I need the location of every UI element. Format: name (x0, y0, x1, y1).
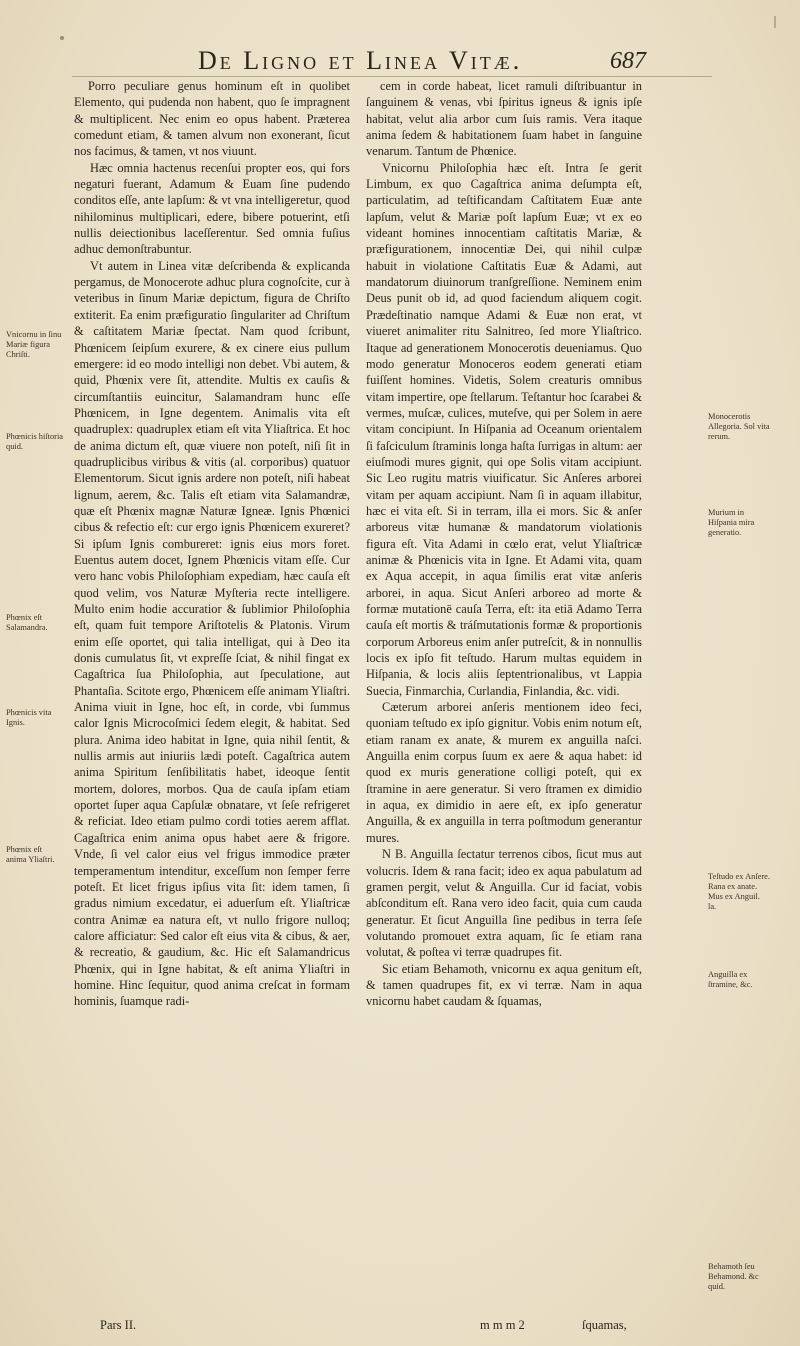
paragraph: Sic etiam Behamoth, vnicornu ex aqua genitum eſt, & tamen quadrupes fit, ex vi terræ. Nam in aqua vnicornu habet caudam & ſquamas, (366, 961, 642, 1009)
running-head: De Ligno et Linea Vitæ. (198, 46, 523, 75)
paragraph: Hæc omnia hactenus recenſui propter eos, qui fors negaturi fuerant, Adamum & Euam ſine pudendo conditos eſſe, ante lapſum: & vt vna intelligeretur, quod nihilominus multiplicari, edere, bibere potuerint, etſi nullis deiectionibus laceſſerentur. Sed omnia fuſius adhuc demonſtrabuntur. (74, 160, 350, 257)
paragraph: Vnicornu Philoſophia hæc eſt. Intra ſe gerit Limbum, ex quo Cagaſtrica anima deſumpta eſt, particulatim, ad teſtificandam Caſtitatem Euæ ante lapſum, velut & Mariæ poſt lapſum Euæ; vt ex eo videant homines innocentiam caſtitatis Mariæ, & præfigurationem, innocentiæ Dei, qui nihil culpæ habuit in violatione Caſtitatis Euæ & Adami, aut mandatorum diuinorum tranſgreſſione. Neminem enim Deus punit ob id, ad quod faciendum aliquem cogit. Prædeſtinatio namque Adami & Euæ non erat, vt viueret animaliter ritu Salnitreo, ſed more Yliaſtrico. Itaque ad generationem Monocerotis deueniamus. Quo modo generatur Monoceros eodem generati etiam fuiſſent homines. Videtis, Solem creaturis omnibus vitam impertire, ope ſtellarum. Teſtantur hoc ſcarabei & vermes, muſcæ, culices, muteſve, qui per Solem in aere vitam concipiunt. In Hiſpania ad Oceanum orientalem ſi faſciculum ſtraminis longa haſta ſurrigas in altum: aer eiuſmodi mures gignit, qui ope Solis vitam accipiunt. Sic Leo rugitu matris viuificatur. Sic Anſeres arborei vitam per aquam accipiunt. Nam ſi in aquam illabitur, hæc ei vita eſt. Si in terram, illa ei mors. Sic & anſer arboreus vitæ humanæ & mandatorum violationis figura eſt. Vita Adami in cœlo erat, velut Yliaſtricæ animæ & Phœnicis vita in Igne. Et Adami vita, quam ex Aqua accepit, in aqua ſimilis erat vitæ anſeris arborei, in aqua. Sicut Anſeri arboreo ad morte & formæ mutationē cauſa Terra, eſt: ita etiā Adamo Terra cauſa eſt mortis & tráſmutationis formæ & proportionis corporum Arboreus enim anſer putreſcit, & in nonnullis locis ex ipſo fit teſtudo. Harum multas equidem in Hiſpania, & locis aliis ſeptentrionalibus, vt Lappia Suecia, Finmarchia, Curlandia, Finlandia, &c. vidi. (366, 160, 642, 698)
page-header (0, 46, 800, 80)
header-rule (72, 76, 712, 77)
margin-note-left: Vnicornu in ſinu Mariæ figura Chriſti. (6, 330, 62, 359)
ink-speck (60, 36, 64, 40)
margin-note-right: Monocerotis Allegoria. Sol vita rerum. (708, 412, 770, 441)
margin-note-left: Phœnicis hiſtoria quid. (6, 432, 63, 451)
margin-note-right: Behamoth ſeu Behamond. &c quid. (708, 1262, 759, 1291)
page-edge-mark (774, 16, 776, 28)
margin-note-left: Phœnix eſt Salamandra. (6, 613, 48, 632)
paragraph: N B. Anguilla ſectatur terrenos cibos, ſicut mus aut volucris. Idem & rana facit; ideo ex aqua pabulatum ad gramen pergit, velut & Anguilla. Cur id faciat, vobis abſconditum eſt. Rana vero ideo facit, quia cum cauda generatur. Et ſicut Anguilla ſine pedibus in terra ſeſe volutando promouet extra aquam, ſic ſe etiam rana volutat, & poſtea vi terræ quadrupes fit. (366, 847, 642, 960)
margin-note-right: Teſtudo ex Anſere. Rana ex anate. Mus ex Anguil. la. (708, 872, 770, 911)
footer-part-label: Pars II. (100, 1318, 137, 1332)
margin-note-right: Murium in Hiſpania mira generatio. (708, 508, 755, 537)
right-column (366, 78, 642, 1010)
footer-catchword: ſquamas, (582, 1318, 627, 1332)
paragraph: Porro peculiare genus hominum eſt in quolibet Elemento, qui pudenda non habent, quo ſe impragnent & multiplicent. Nec enim eo opus habent. Præterea comedunt etiam, & tamen alvum non exonerant, ſicut nos facimus, & tamen, vt nos viuunt. (74, 79, 350, 159)
margin-note-left: Phœnix eſt anima Yliaſtri. (6, 845, 55, 864)
paragraph: Vt autem in Linea vitæ deſcribenda & explicanda pergamus, de Monocerote adhuc plura cognoſcite, cur à veteribus in ſinum Mariæ depictum, figura de Chriſto extiterit. Ea enim præfiguratio ſingulariter ad Chriſtum & caſtitatem Mariæ ſpectat. Nam quod ſcribunt, Phœnicem ſeipſum exurere, & ex cinere eius pullum emergere: id eo modo intelligi non debet. Vbi autem, & quid, Phœnix vere ſit, attendite. Multis ex cauſis & circumſtantiis euincitur, Salamandram hunc eſſe Phœnicem, in Igne degentem. Animalis vita eſt quadruplex: quadruplex etiam eſt vita Yliaſtrica. Et hoc de anima dictum eſt, quæ viuere non poteſt, niſi ſit in quadruplicibus viribus & vitis (al. corporibus) quatuor Elementorum. Sicut ignis ardere non poteſt, niſi habeat lignum, aerem, &c. Talis eſt etiam vita Salamandræ, quæ eſt Phœnix magnæ Naturæ Igneæ. Ignis Phœnici cibus & refectio eſt: cur ergo ignis Phœnicem exureret? Si ipſum Ignis combureret: ignis eius mors foret. Euentus autem docet, Ignem Phœnicis vitam eſſe. Cur vero hanc vobis Philoſophiam expediam, hæc cauſa eſt quod velim, vos Naturæ Myſteria recte intelligere. Multo enim hodie accuratior & ſublimior Philoſophia eſt, quam fuit tempore Ariſtotelis & Platonis. Virum enim eſſe oportet, qui talia intelligat, qui à Deo ita donis cumulatus ſit, vt expreſſe ſciat, & nihil fingat ex Cagaſtrica ſua Philoſophia, aut ſpeculatione, aut Phantaſia. Scitote ergo, Phœnicem eſſe animam Yliaſtri. Anima viuit in Igne, hoc eſt, in corde, vbi ſummus calor Ignis Microcoſmici ſedem elegit, & habitat. Sed plura. Anima ideo habitat in Igne, quia nihil ſentit, & nullis armis aut iniuriis lædi poteſt. Cagaſtrica autem anima Spiritum ſenſibilitatis habet, ideoque ſentit mortem, dolores, morbos. Qua de cauſa ipſam etiam oportet ſuper aqua Capſulæ obnatare, vt ſeſe refrigeret & reficiat. Ideo etiam pulmo cordi toties aerem afflat. Cagaſtrica enim anima opus habet aere & frigore. Vnde, ſi vel calor eius vel frigus immodice præter temperamentum intenditur, exceſſum non ſemper ferre poteſt. Et licet frigus ipſius vita ſit: idem tamen, ſi gradus nimium excedatur, ei aduerſum eſt. Yliaſtricæ contra Animæ ea natura eſt, vt nullo frigore nulloq; calore afficiatur: Sed calor eſt eius vita & cibus, & aer, & recreatio, & gaudium, &c. Hic eſt Salamandricus Phœnix, qui in Igne habitat, & eſt anima Yliaſtri in homine. Hinc ſequitur, quod anima creſcat in formam hominis, ſuamque radi- (74, 258, 350, 1009)
margin-note-left: Phœnicis vita Ignis. (6, 708, 52, 727)
margin-note-right: Anguilla ex ſtramine, &c. (708, 970, 753, 989)
left-column (74, 78, 350, 1010)
footer-signature: m m m 2 (480, 1318, 525, 1332)
paragraph: Cæterum arborei anſeris mentionem ideo feci, quoniam teſtudo ex ipſo gignitur. Vobis enim notum eſt, etiam ranam ex anate, & murem ex anguilla naſci. Anguilla enim corpus ſuum ex aere & aqua habet: id quod ex muris generatione colligi poteſt, qui ex ſtramine in aere generatur. Si vero ſtramen ex dimidio in aqua, ex dimidio in aere eſt, ex ipſo generatur Anguilla, & ex anguilla in terra poſtmodum generantur mures. (366, 700, 642, 845)
paragraph: cem in corde habeat, licet ramuli diſtribuantur in ſanguinem & venas, vbi ſpiritus igneus & ignis ipſe habitat, velut alia arbor cum ſuis ramis. Vera itaque anima ſedem & habitationem ſuam habet in ſanguine venarum. Tantum de Phœnice. (366, 79, 642, 159)
page-number: 687 (610, 48, 646, 74)
